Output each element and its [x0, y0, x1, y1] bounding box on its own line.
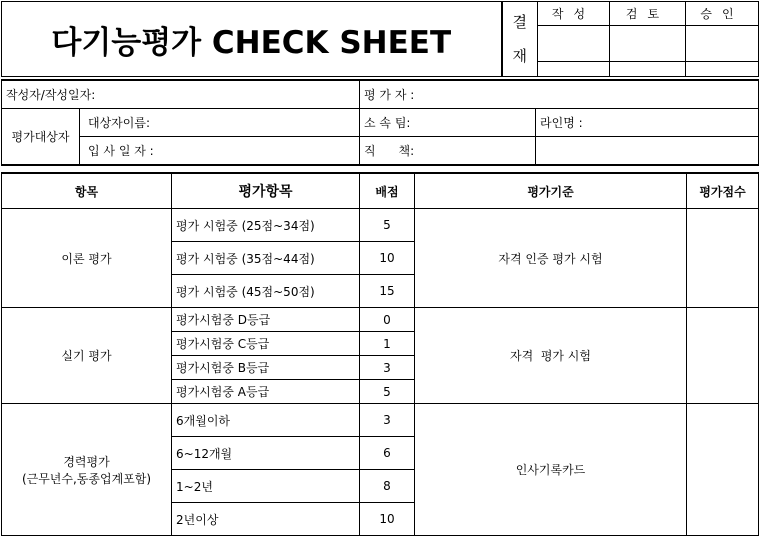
- score-cell: 5: [360, 209, 415, 242]
- item-cell: 평가시험중 B등급: [172, 356, 360, 380]
- item-cell: 평가시험중 A등급: [172, 380, 360, 404]
- result-practical[interactable]: [687, 308, 759, 404]
- score-cell: 10: [360, 503, 415, 536]
- score-cell: 6: [360, 437, 415, 470]
- result-theory[interactable]: [687, 209, 759, 308]
- item-cell: 6개월이하: [172, 404, 360, 437]
- col-header-result: 평가점수: [687, 173, 759, 209]
- score-cell: 10: [360, 242, 415, 275]
- info-blank-cell: [536, 137, 759, 166]
- join-date-field[interactable]: 입 사 일 자 :: [80, 137, 360, 166]
- approval-date-approve[interactable]: [686, 62, 759, 77]
- approval-sign-author[interactable]: [538, 26, 610, 62]
- approval-sign-approve[interactable]: [686, 26, 759, 62]
- document-title: 다기능평가 CHECK SHEET: [2, 2, 502, 77]
- approval-col-author: 작성: [538, 2, 610, 26]
- author-date-field[interactable]: 작성자/작성일자:: [2, 80, 360, 109]
- approval-date-review[interactable]: [610, 62, 686, 77]
- col-header-category: 항목: [2, 173, 172, 209]
- item-cell: 평가 시험중 (25점~34점): [172, 209, 360, 242]
- approval-label: [502, 2, 538, 77]
- target-label: 평가대상자: [2, 109, 80, 166]
- criteria-practical: 자격 평가 시험: [415, 308, 687, 404]
- line-name-field[interactable]: 라인명 :: [536, 109, 759, 137]
- col-header-item: 평가항목: [172, 173, 360, 209]
- approval-col-approve: 승인: [686, 2, 759, 26]
- position-field[interactable]: 직 책:: [360, 137, 536, 166]
- criteria-career: 인사기록카드: [415, 404, 687, 536]
- approval-label-1: 결: [512, 12, 527, 31]
- col-header-score: 배점: [360, 173, 415, 209]
- score-cell: 15: [360, 275, 415, 308]
- target-name-field[interactable]: 대상자이름:: [80, 109, 360, 137]
- item-cell: 평가시험중 C등급: [172, 332, 360, 356]
- approval-label-2: 재: [512, 47, 527, 65]
- item-cell: 2년이상: [172, 503, 360, 536]
- result-career[interactable]: [687, 404, 759, 536]
- score-cell: 3: [360, 404, 415, 437]
- score-cell: 5: [360, 380, 415, 404]
- item-cell: 평가 시험중 (45점~50점): [172, 275, 360, 308]
- category-career: [2, 404, 172, 536]
- category-career-sub: (근무년수,동종업계포함): [21, 471, 152, 486]
- evaluation-table: [1, 172, 759, 536]
- evaluator-field[interactable]: 평 가 자 :: [360, 80, 759, 109]
- category-practical: 실기 평가: [2, 308, 172, 404]
- item-cell: 평가시험중 D등급: [172, 308, 360, 332]
- score-cell: 8: [360, 470, 415, 503]
- score-cell: 0: [360, 308, 415, 332]
- item-cell: 평가 시험중 (35점~44점): [172, 242, 360, 275]
- approval-sign-review[interactable]: [610, 26, 686, 62]
- category-career-title: 경력평가: [63, 454, 110, 469]
- info-table: [1, 79, 759, 166]
- score-cell: 1: [360, 332, 415, 356]
- category-theory: 이론 평가: [2, 209, 172, 308]
- criteria-theory: 자격 인증 평가 시험: [415, 209, 687, 308]
- score-cell: 3: [360, 356, 415, 380]
- approval-col-review: 검토: [610, 2, 686, 26]
- item-cell: 6~12개월: [172, 437, 360, 470]
- item-cell: 1~2년: [172, 470, 360, 503]
- col-header-criteria: 평가기준: [415, 173, 687, 209]
- approval-date-author[interactable]: [538, 62, 610, 77]
- team-field[interactable]: 소 속 팀:: [360, 109, 536, 137]
- header-table: [1, 1, 759, 77]
